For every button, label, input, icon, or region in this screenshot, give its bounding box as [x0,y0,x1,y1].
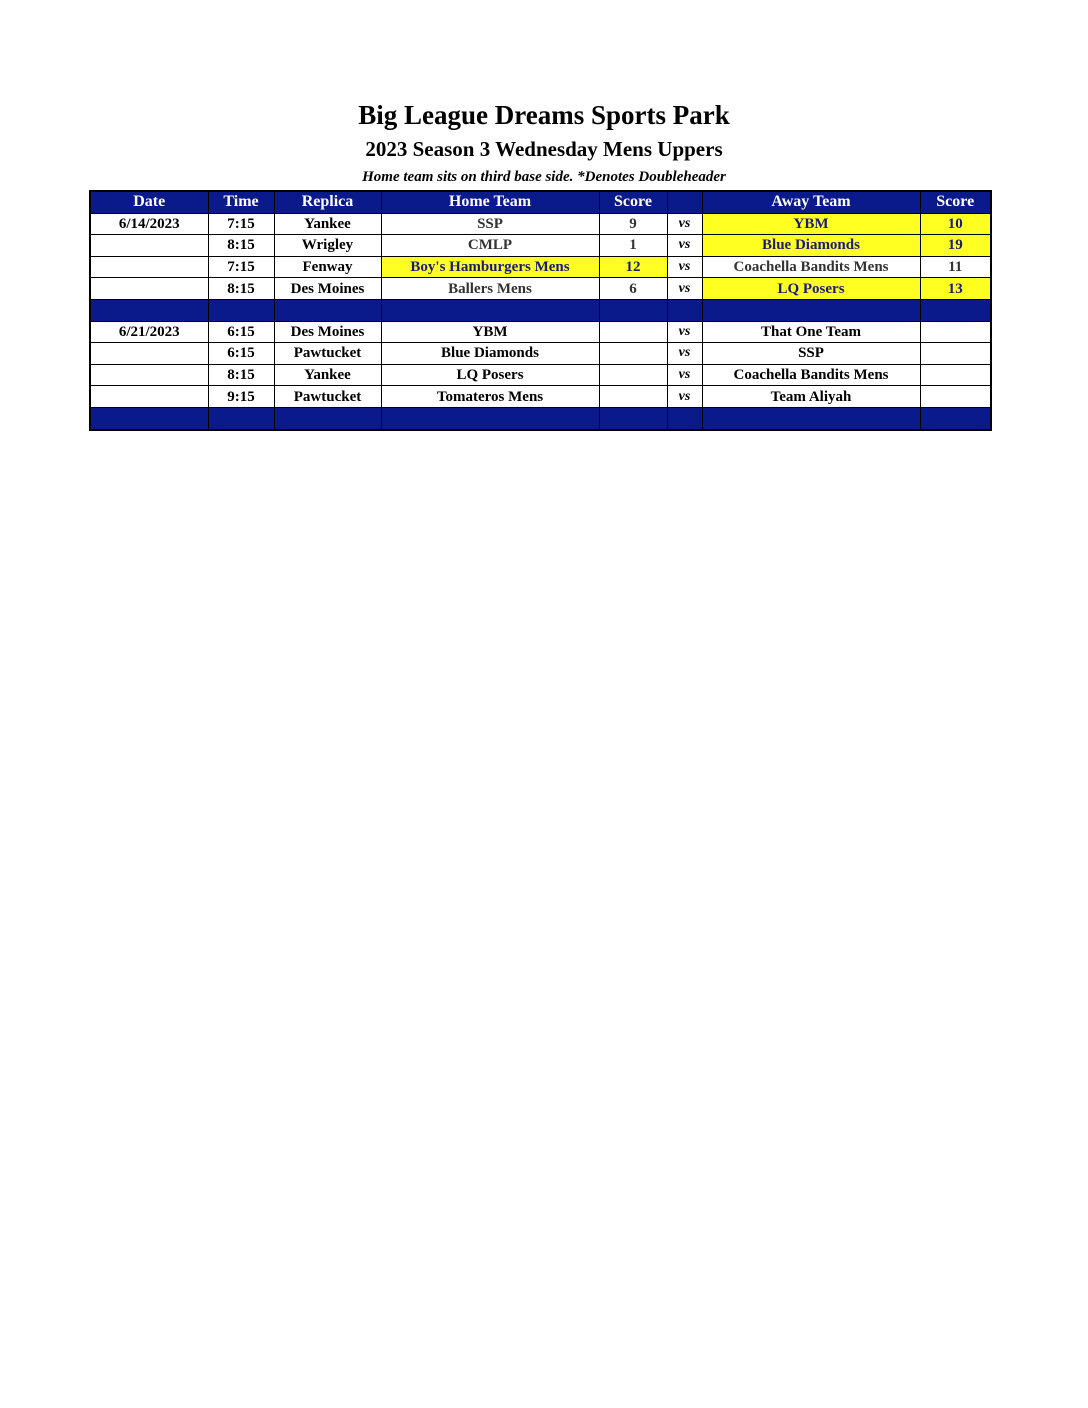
vs-cell: vs [667,386,702,408]
separator-cell [274,407,381,429]
separator-cell [599,299,667,321]
separator-cell [208,407,274,429]
replica-cell: Yankee [274,213,381,235]
separator-cell [599,407,667,429]
schedule-table [89,190,992,431]
away-team-cell: Blue Diamonds [702,235,920,257]
away-score-cell [920,386,991,408]
column-header-time: Time [208,191,274,213]
page-title: Big League Dreams Sports Park [358,100,730,130]
time-cell: 8:15 [208,278,274,300]
column-header-away-score: Score [920,191,991,213]
home-team-cell: Tomateros Mens [381,386,599,408]
table-row [90,386,991,408]
table-row [90,278,991,300]
home-team-cell: YBM [381,321,599,343]
home-team-cell: Ballers Mens [381,278,599,300]
replica-cell: Pawtucket [274,343,381,365]
away-score-cell: 13 [920,278,991,300]
home-score-cell: 1 [599,235,667,257]
table-row [90,321,991,343]
table-row [90,256,991,278]
away-score-cell: 19 [920,235,991,257]
time-cell: 8:15 [208,235,274,257]
time-cell: 6:15 [208,343,274,365]
away-team-cell: Coachella Bandits Mens [702,256,920,278]
table-row [90,235,991,257]
home-score-cell [599,321,667,343]
home-team-cell: LQ Posers [381,364,599,386]
away-score-cell [920,321,991,343]
home-score-cell [599,343,667,365]
away-team-cell: That One Team [702,321,920,343]
away-team-cell: Coachella Bandits Mens [702,364,920,386]
time-cell: 8:15 [208,364,274,386]
date-cell: 6/14/2023 [90,213,208,235]
away-team-cell: YBM [702,213,920,235]
date-cell [90,386,208,408]
replica-cell: Pawtucket [274,386,381,408]
vs-cell: vs [667,364,702,386]
vs-cell: vs [667,235,702,257]
home-score-cell: 9 [599,213,667,235]
time-cell: 7:15 [208,256,274,278]
away-team-cell: LQ Posers [702,278,920,300]
date-cell [90,235,208,257]
home-team-cell: SSP [381,213,599,235]
column-header-vs [667,191,702,213]
home-team-cell: Blue Diamonds [381,343,599,365]
away-score-cell [920,364,991,386]
away-score-cell: 11 [920,256,991,278]
table-row [90,213,991,235]
replica-cell: Des Moines [274,278,381,300]
date-cell [90,364,208,386]
column-header-home-score: Score [599,191,667,213]
separator-cell [667,407,702,429]
separator-cell [381,299,599,321]
table-row [90,364,991,386]
home-team-cell: CMLP [381,235,599,257]
replica-cell: Des Moines [274,321,381,343]
replica-cell: Fenway [274,256,381,278]
week-separator-row [90,407,991,429]
page-subtitle: 2023 Season 3 Wednesday Mens Uppers [365,137,723,161]
time-cell: 7:15 [208,213,274,235]
date-cell [90,256,208,278]
vs-cell: vs [667,213,702,235]
replica-cell: Yankee [274,364,381,386]
home-score-cell: 12 [599,256,667,278]
header-row [90,191,991,213]
home-score-cell [599,386,667,408]
separator-cell [702,407,920,429]
home-score-cell [599,364,667,386]
column-header-replica: Replica [274,191,381,213]
vs-cell: vs [667,278,702,300]
date-cell: 6/21/2023 [90,321,208,343]
separator-cell [920,299,991,321]
date-cell [90,343,208,365]
away-team-cell: Team Aliyah [702,386,920,408]
home-score-cell: 6 [599,278,667,300]
vs-cell: vs [667,343,702,365]
home-team-cell: Boy's Hamburgers Mens [381,256,599,278]
schedule-note: Home team sits on third base side. *Denotes Doubleheader [362,169,726,185]
separator-cell [90,407,208,429]
separator-cell [274,299,381,321]
time-cell: 9:15 [208,386,274,408]
separator-cell [208,299,274,321]
table-row [90,343,991,365]
column-header-date: Date [90,191,208,213]
vs-cell: vs [667,321,702,343]
away-score-cell [920,343,991,365]
column-header-home-team: Home Team [381,191,599,213]
separator-cell [90,299,208,321]
date-cell [90,278,208,300]
away-score-cell: 10 [920,213,991,235]
separator-cell [920,407,991,429]
separator-cell [702,299,920,321]
away-team-cell: SSP [702,343,920,365]
week-separator-row [90,299,991,321]
separator-cell [381,407,599,429]
vs-cell: vs [667,256,702,278]
separator-cell [667,299,702,321]
time-cell: 6:15 [208,321,274,343]
column-header-away-team: Away Team [702,191,920,213]
replica-cell: Wrigley [274,235,381,257]
